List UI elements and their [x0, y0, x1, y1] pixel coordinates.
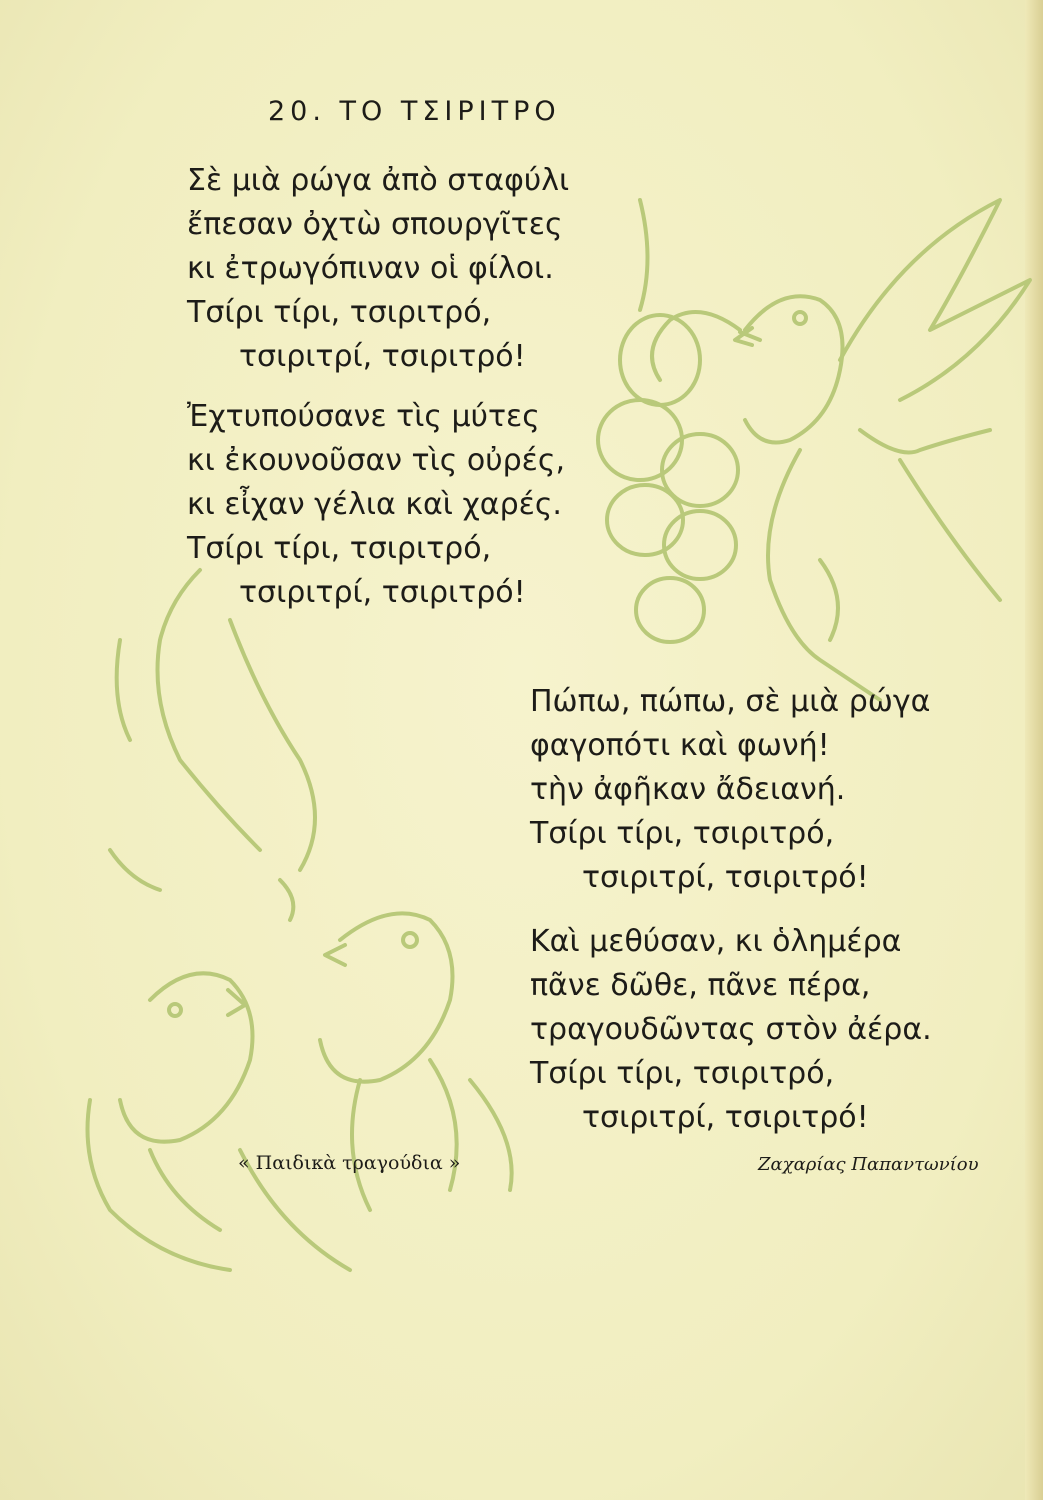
verse-line: κι ἐκουνοῦσαν τὶς οὐρές, — [187, 443, 566, 478]
stanza-3 — [530, 680, 930, 900]
verse-line: ἔπεσαν ὀχτὼ σπουργῖτες — [187, 207, 563, 242]
refrain-line: Τσίρι τίρι, τσιριτρό, — [187, 531, 492, 566]
page-number: 20. — [268, 96, 326, 127]
book-spine-edge — [1025, 0, 1043, 1500]
verse-line: κι ἐτρωγόπιναν οἱ φίλοι. — [187, 251, 554, 286]
verse-line: Πώπω, πώπω, σὲ μιὰ ρώγα — [530, 684, 931, 719]
refrain-line: τσιριτρί, τσιριτρό! — [582, 1100, 869, 1135]
refrain-line: Τσίρι τίρι, τσιριτρό, — [530, 1056, 835, 1091]
verse-line: Σὲ μιὰ ρώγα ἀπὸ σταφύλι — [187, 163, 570, 198]
refrain-line: τσιριτρί, τσιριτρό! — [239, 339, 526, 374]
verse-line: κι εἶχαν γέλια καὶ χαρές. — [187, 487, 562, 522]
stanza-2 — [187, 395, 565, 615]
stanza-4 — [530, 920, 932, 1140]
verse-line: φαγοπότι καὶ φωνή! — [530, 728, 830, 763]
refrain-line: τσιριτρί, τσιριτρό! — [582, 860, 869, 895]
verse-line: Καὶ μεθύσαν, κι ὁλημέρα — [530, 924, 902, 959]
poem-title — [268, 96, 561, 127]
refrain-line: Τσίρι τίρι, τσιριτρό, — [187, 295, 492, 330]
verse-line: τραγουδῶντας στὸν ἀέρα. — [530, 1012, 932, 1047]
verse-line: Ἐχτυπούσανε τὶς μύτες — [187, 399, 540, 434]
title-text: ΤΟ ΤΣΙΡΙΤΡΟ — [339, 96, 561, 127]
stanza-1 — [187, 159, 569, 379]
author-name: Ζαχαρίας Παπαντωνίου — [758, 1154, 979, 1175]
verse-line: τὴν ἀφῆκαν ἄδειανή. — [530, 772, 846, 807]
source-citation: « Παιδικὰ τραγούδια » — [238, 1152, 461, 1174]
refrain-line: τσιριτρί, τσιριτρό! — [239, 575, 526, 610]
verse-line: πᾶνε δῶθε, πᾶνε πέρα, — [530, 968, 871, 1003]
refrain-line: Τσίρι τίρι, τσιριτρό, — [530, 816, 835, 851]
